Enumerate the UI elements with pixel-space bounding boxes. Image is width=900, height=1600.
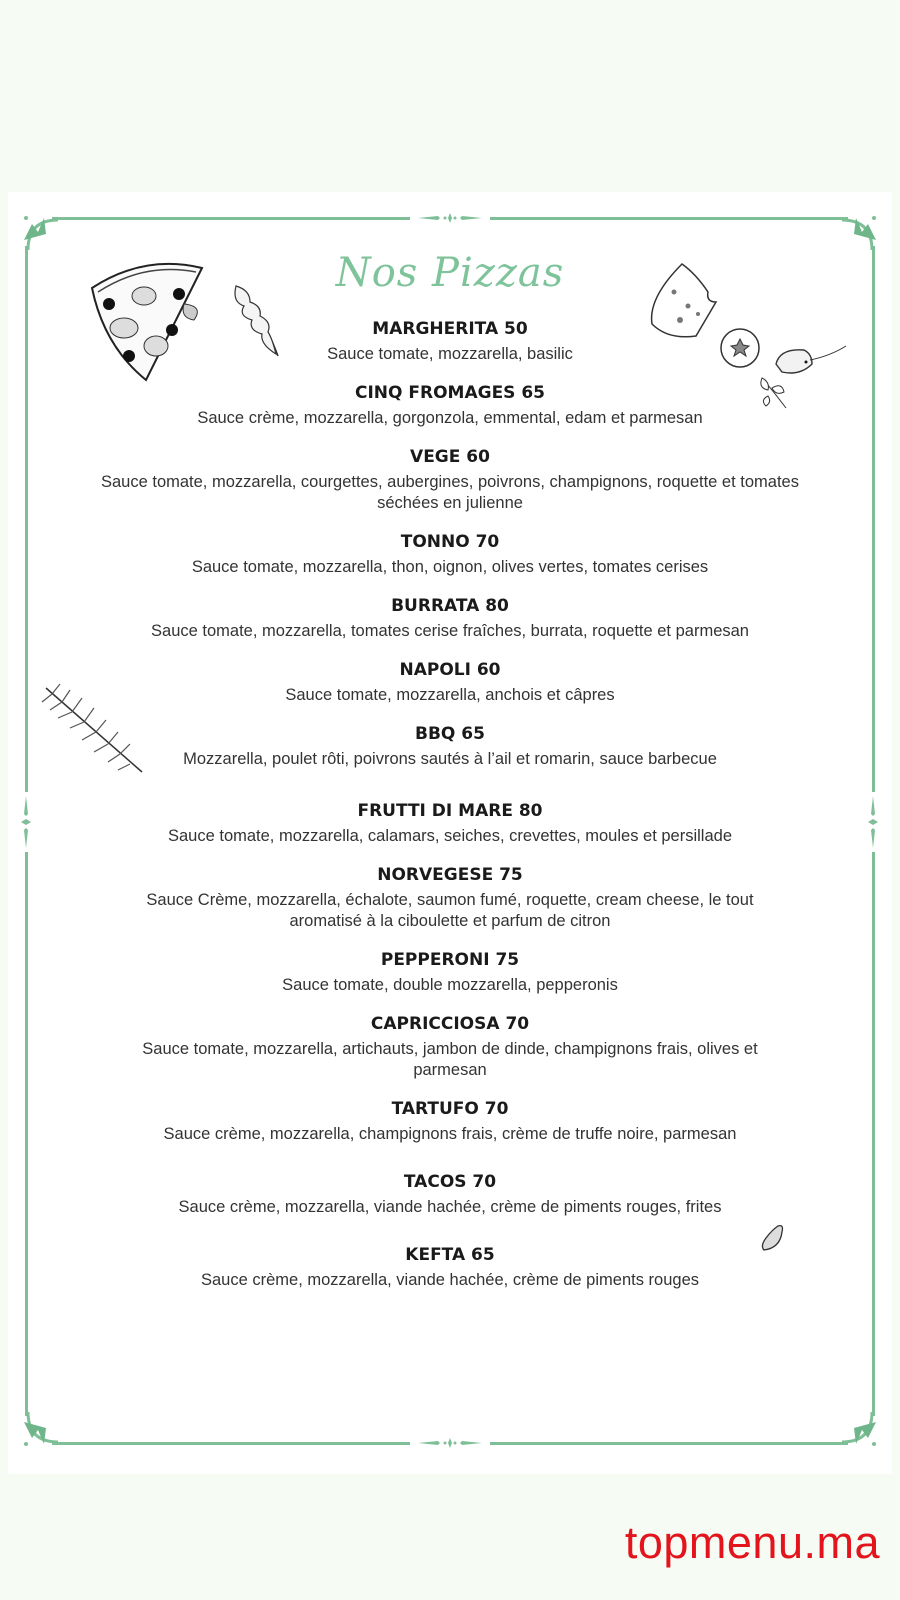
menu-item [100,382,800,429]
menu-card [8,192,892,1474]
item-description: Sauce crème, mozzarella, gorgonzola, emmental, edam et parmesan [197,409,703,427]
item-description: Sauce crème, mozzarella, champignons frais, crème de truffe noire, parmesan [163,1125,737,1143]
menu-item [110,1013,790,1081]
item-name: BURRATA 80 [391,596,509,616]
menu-item [100,1171,800,1218]
menu-item [100,1098,800,1145]
item-description: Sauce tomate, mozzarella, artichauts, jambon de dinde, champignons frais, olives et parmesan [142,1040,758,1079]
item-description: Sauce crème, mozzarella, viande hachée, crème de piments rouges [200,1271,699,1289]
corner-flourish-icon [18,210,62,254]
item-description: Mozzarella, poulet rôti, poivrons sautés à l’ail et romarin, sauce barbecue [183,750,717,768]
menu-item [100,800,800,847]
watermark-link[interactable]: topmenu.ma [624,1517,880,1568]
item-name: MARGHERITA 50 [372,319,528,339]
item-description: Sauce tomate, mozzarella, tomates cerise fraîches, burrata, roquette et parmesan [151,622,749,640]
item-name: PEPPERONI 75 [380,950,520,970]
pizza-list [8,318,892,1291]
item-name: CAPRICCIOSA 70 [370,1014,530,1034]
border-ornament-icon [410,212,490,224]
item-name: BBQ 65 [415,724,485,744]
item-name: TONNO 70 [400,532,500,552]
menu-title: Nos Pizzas [335,250,565,296]
border-ornament-icon [410,1437,490,1449]
corner-flourish-icon [838,210,882,254]
item-description: Sauce tomate, mozzarella, calamars, seiches, crevettes, moules et persillade [168,827,732,845]
menu-item [100,595,800,642]
corner-flourish-icon [18,1408,62,1452]
item-name: FRUTTI DI MARE 80 [357,801,543,821]
menu-item [140,864,760,932]
menu-item [100,723,800,770]
item-description: Sauce tomate, mozzarella, basilic [327,345,573,363]
item-description: Sauce tomate, mozzarella, courgettes, aubergines, poivrons, champignons, roquette et tomates séchées en julienne [101,473,799,512]
item-description: Sauce tomate, mozzarella, anchois et câpres [285,686,615,704]
item-name: NORVEGESE 75 [377,865,523,885]
item-description: Sauce tomate, mozzarella, thon, oignon, olives vertes, tomates cerises [191,558,709,576]
menu-item [100,531,800,578]
menu-item [100,949,800,996]
item-name: TACOS 70 [403,1172,497,1192]
item-name: NAPOLI 60 [399,660,501,680]
item-description: Sauce Crème, mozzarella, échalote, saumon fumé, roquette, cream cheese, le tout aromatisé à la ciboulette et parfum de citron [146,891,754,930]
item-name: CINQ FROMAGES 65 [354,383,545,403]
menu-item [100,1244,800,1291]
menu-item [100,659,800,706]
menu-item [100,318,800,365]
menu-item [100,446,800,514]
item-name: TARTUFO 70 [391,1099,509,1119]
item-description: Sauce tomate, double mozzarella, pepperonis [282,976,618,994]
item-description: Sauce crème, mozzarella, viande hachée, crème de piments rouges, frites [178,1198,722,1216]
corner-flourish-icon [838,1408,882,1452]
item-name: VEGE 60 [410,447,490,467]
item-name: KEFTA 65 [405,1245,495,1265]
